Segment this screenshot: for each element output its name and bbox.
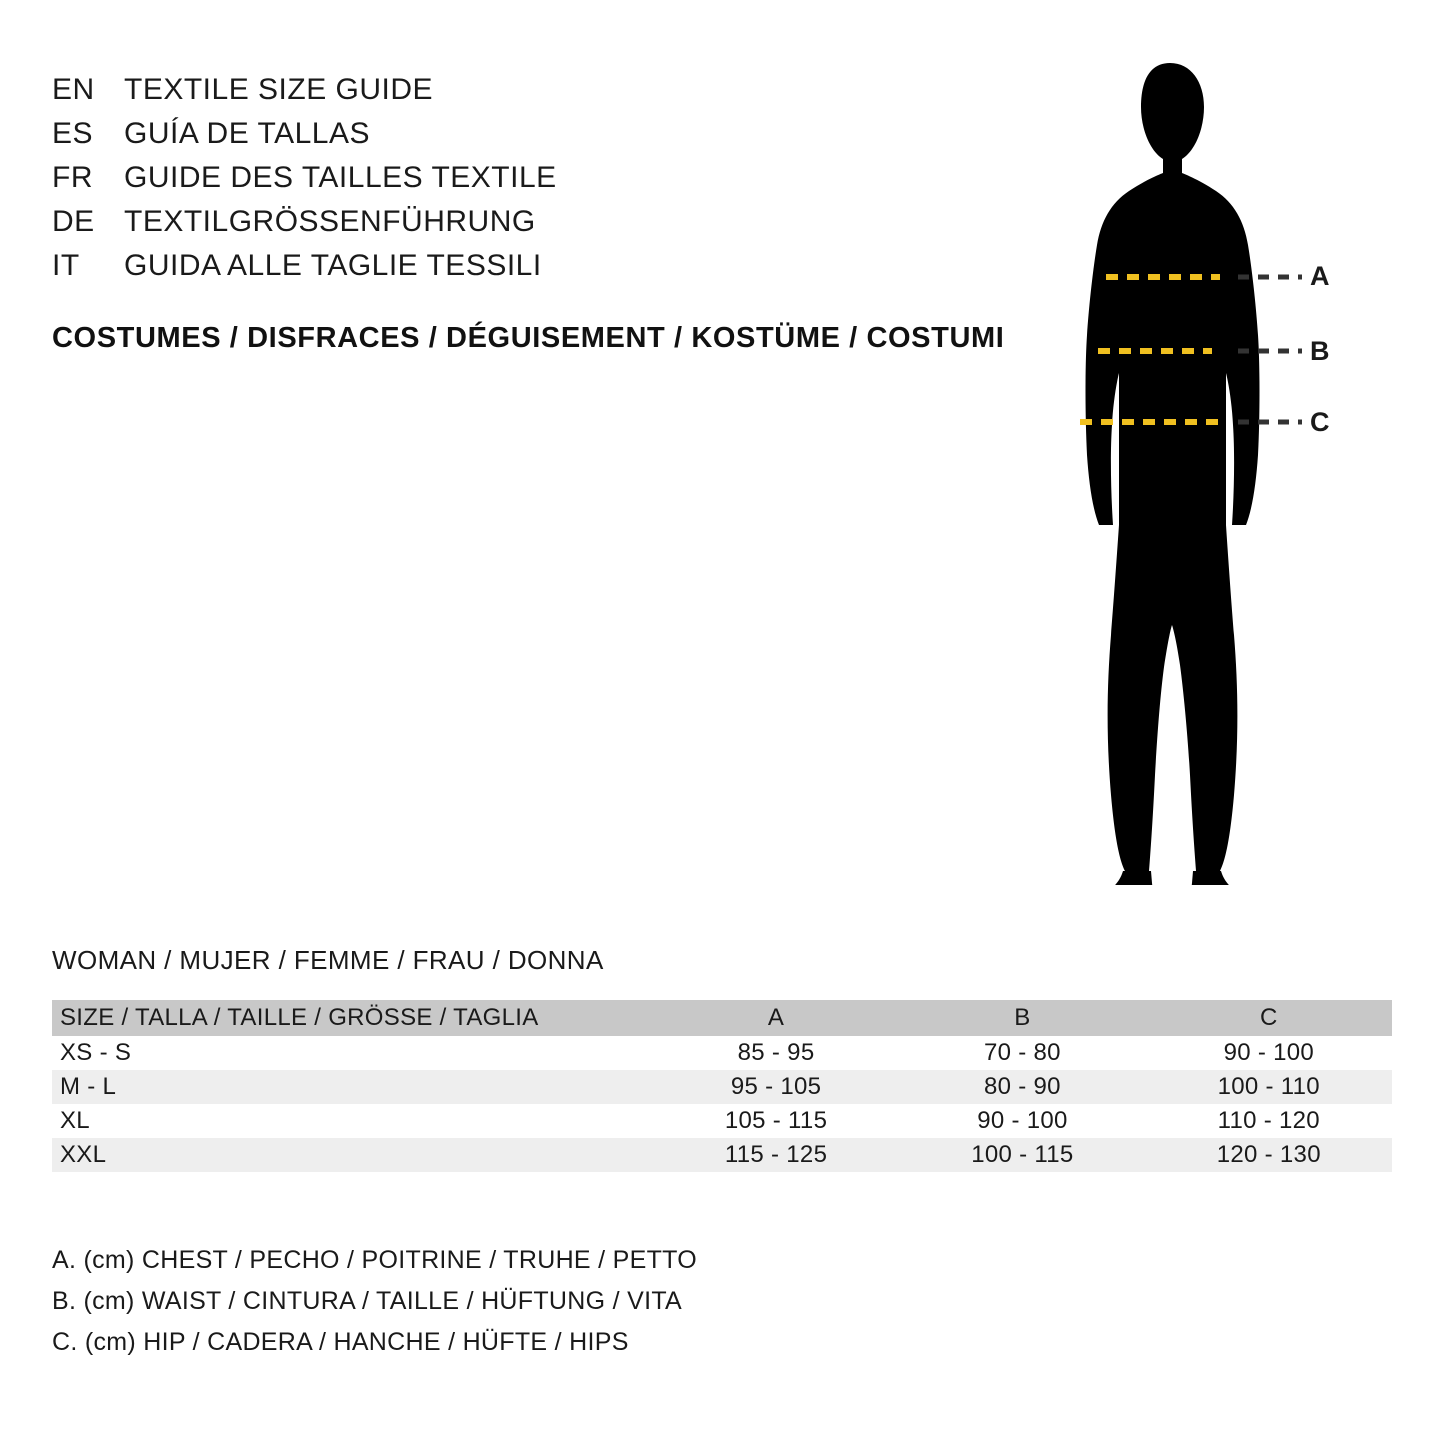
column-header-b: B (899, 1000, 1145, 1036)
language-code: DE (52, 205, 95, 238)
language-title-list (52, 68, 1002, 288)
legend-line-b: B. (cm) WAIST / CINTURA / TAILLE / HÜFTUNG / VITA (52, 1287, 683, 1315)
woman-silhouette-icon (1020, 55, 1390, 885)
costumes-subtitle: COSTUMES / DISFRACES / DÉGUISEMENT / KOSTÜME / COSTUMI (52, 322, 1005, 354)
language-title: GUÍA DE TALLAS (124, 117, 370, 150)
cell-b: 80 - 90 (984, 1073, 1061, 1100)
cell-a: 95 - 105 (730, 1073, 822, 1100)
language-row-en (52, 68, 1002, 112)
cell-a: 105 - 115 (724, 1107, 828, 1134)
cell-c: 100 - 110 (1217, 1073, 1320, 1100)
language-code: FR (52, 161, 93, 194)
language-title: GUIDE DES TAILLES TEXTILE (124, 161, 557, 194)
measurement-legend (52, 1240, 697, 1363)
table-caption: WOMAN / MUJER / FEMME / FRAU / DONNA (52, 945, 604, 975)
language-row-es (52, 112, 1002, 156)
language-code: IT (52, 249, 80, 282)
table-row (52, 1036, 1392, 1070)
marker-label-a: A (1310, 261, 1330, 291)
language-title: TEXTILE SIZE GUIDE (124, 73, 434, 106)
cell-b: 90 - 100 (977, 1107, 1068, 1134)
language-row-fr (52, 156, 1002, 200)
language-row-it (52, 244, 1002, 288)
size-table (52, 1000, 1392, 1172)
measurement-figure (1020, 55, 1390, 885)
legend-line-c: C. (cm) HIP / CADERA / HANCHE / HÜFTE / HIPS (52, 1328, 629, 1356)
cell-a: 115 - 125 (724, 1141, 828, 1168)
column-header-size: SIZE / TALLA / TAILLE / GRÖSSE / TAGLIA (52, 1000, 653, 1036)
language-title: GUIDA ALLE TAGLIE TESSILI (124, 249, 542, 282)
table-header-row (52, 1000, 1392, 1036)
language-row-de (52, 200, 1002, 244)
table-row (52, 1104, 1392, 1138)
cell-size: XS - S (60, 1039, 132, 1066)
table-row (52, 1138, 1392, 1172)
marker-label-c: C (1310, 407, 1330, 437)
language-code: EN (52, 73, 95, 106)
language-title: TEXTILGRÖSSENFÜHRUNG (124, 205, 536, 238)
cell-a: 85 - 95 (737, 1039, 815, 1066)
legend-line-a: A. (cm) CHEST / PECHO / POITRINE / TRUHE / PETTO (52, 1246, 698, 1274)
column-header-a: A (653, 1000, 899, 1036)
cell-c: 90 - 100 (1223, 1039, 1315, 1066)
marker-label-b: B (1310, 336, 1330, 366)
cell-size: M - L (60, 1073, 117, 1100)
cell-size: XXL (60, 1141, 107, 1168)
cell-c: 110 - 120 (1217, 1107, 1320, 1134)
cell-size: XL (60, 1107, 90, 1134)
cell-b: 100 - 115 (971, 1141, 1074, 1168)
cell-c: 120 - 130 (1216, 1141, 1321, 1168)
table-row (52, 1070, 1392, 1104)
column-header-c: C (1146, 1000, 1392, 1036)
cell-b: 70 - 80 (984, 1039, 1061, 1066)
language-code: ES (52, 117, 94, 150)
